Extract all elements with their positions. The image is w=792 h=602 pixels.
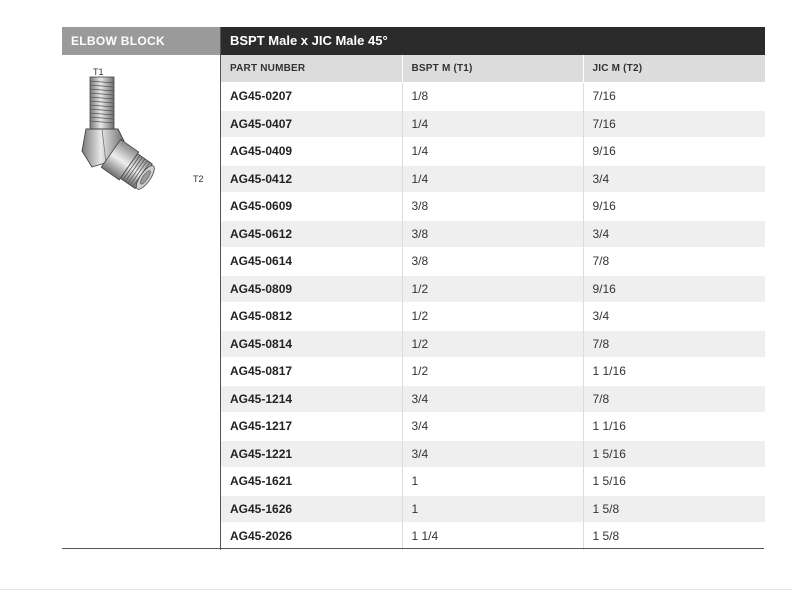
table-row — [221, 523, 765, 550]
table-row — [221, 248, 765, 276]
bspt-cell: 1/4 — [402, 165, 583, 193]
part-number-cell: AG45-1626 — [221, 495, 402, 523]
category-column — [62, 27, 220, 549]
jic-cell: 1 5/16 — [583, 440, 765, 468]
bspt-cell: 1/2 — [402, 275, 583, 303]
part-number-cell: AG45-1221 — [221, 440, 402, 468]
bspt-cell: 1/2 — [402, 358, 583, 386]
part-number-cell: AG45-0412 — [221, 165, 402, 193]
part-number-cell: AG45-1214 — [221, 385, 402, 413]
part-number-cell: AG45-2026 — [221, 523, 402, 550]
table-row — [221, 385, 765, 413]
part-number-cell: AG45-0612 — [221, 220, 402, 248]
table-bottom-rule — [62, 548, 764, 549]
bspt-cell: 3/4 — [402, 413, 583, 441]
column-header-jic: JIC M (T2) — [583, 55, 765, 83]
bspt-cell: 1/2 — [402, 330, 583, 358]
table-row — [221, 110, 765, 138]
table-row — [221, 138, 765, 166]
part-number-cell: AG45-0817 — [221, 358, 402, 386]
jic-cell: 7/16 — [583, 110, 765, 138]
table-row — [221, 413, 765, 441]
page-footer-divider — [0, 589, 792, 590]
bspt-cell: 3/8 — [402, 248, 583, 276]
part-number-cell: AG45-0814 — [221, 330, 402, 358]
jic-cell: 9/16 — [583, 193, 765, 221]
part-number-cell: AG45-0407 — [221, 110, 402, 138]
part-number-cell: AG45-0614 — [221, 248, 402, 276]
jic-cell: 3/4 — [583, 303, 765, 331]
bspt-cell: 3/4 — [402, 440, 583, 468]
jic-cell: 1 5/8 — [583, 523, 765, 550]
table-row — [221, 83, 765, 111]
part-number-cell: AG45-0809 — [221, 275, 402, 303]
jic-cell: 1 5/16 — [583, 468, 765, 496]
parts-table — [221, 55, 765, 550]
jic-cell: 1 5/8 — [583, 495, 765, 523]
bspt-cell: 1/8 — [402, 83, 583, 111]
jic-cell: 3/4 — [583, 165, 765, 193]
table-header-row — [221, 55, 765, 83]
parts-table-column — [220, 27, 765, 550]
part-number-cell: AG45-1621 — [221, 468, 402, 496]
jic-cell: 7/8 — [583, 330, 765, 358]
table-row — [221, 330, 765, 358]
jic-cell: 7/8 — [583, 385, 765, 413]
bspt-cell: 3/8 — [402, 193, 583, 221]
bspt-cell: 1/4 — [402, 138, 583, 166]
bspt-cell: 1 1/4 — [402, 523, 583, 550]
section-label: ELBOW BLOCK — [62, 27, 220, 55]
jic-cell: 1 1/16 — [583, 358, 765, 386]
bspt-cell: 1/2 — [402, 303, 583, 331]
bspt-cell: 3/8 — [402, 220, 583, 248]
part-number-cell: AG45-0207 — [221, 83, 402, 111]
jic-cell: 9/16 — [583, 138, 765, 166]
table-row — [221, 440, 765, 468]
part-number-cell: AG45-1217 — [221, 413, 402, 441]
jic-cell: 9/16 — [583, 275, 765, 303]
table-title: BSPT Male x JIC Male 45° — [221, 27, 765, 55]
fitting-illustration — [62, 55, 220, 195]
table-row — [221, 468, 765, 496]
t2-label: T2 — [193, 174, 204, 184]
part-number-cell: AG45-0409 — [221, 138, 402, 166]
jic-cell: 3/4 — [583, 220, 765, 248]
table-row — [221, 303, 765, 331]
table-row — [221, 358, 765, 386]
t1-label: T1 — [93, 67, 104, 77]
column-header-bspt: BSPT M (T1) — [402, 55, 583, 83]
table-row — [221, 165, 765, 193]
bspt-cell: 1 — [402, 495, 583, 523]
part-number-cell: AG45-0812 — [221, 303, 402, 331]
bspt-cell: 1 — [402, 468, 583, 496]
bspt-cell: 1/4 — [402, 110, 583, 138]
table-row — [221, 220, 765, 248]
column-header-part-number: PART NUMBER — [221, 55, 402, 83]
table-row — [221, 193, 765, 221]
jic-cell: 1 1/16 — [583, 413, 765, 441]
table-row — [221, 495, 765, 523]
bspt-cell: 3/4 — [402, 385, 583, 413]
jic-cell: 7/16 — [583, 83, 765, 111]
jic-cell: 7/8 — [583, 248, 765, 276]
table-row — [221, 275, 765, 303]
part-number-cell: AG45-0609 — [221, 193, 402, 221]
